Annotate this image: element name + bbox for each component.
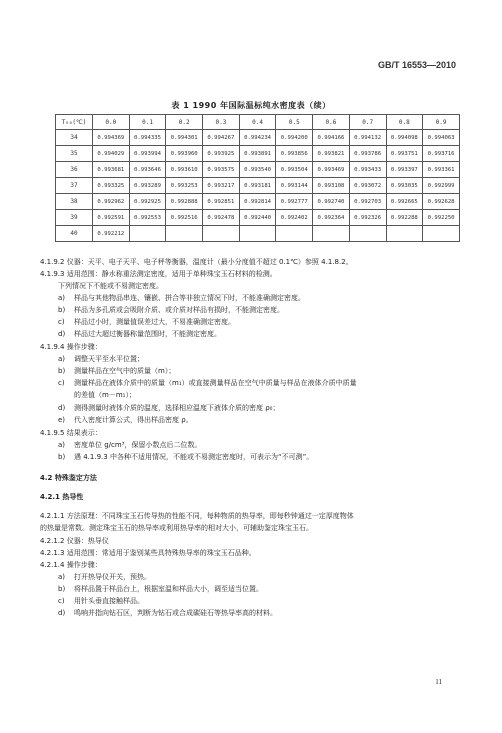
table-cell-density: 0.993994 [129, 146, 166, 162]
list-text: 调整天平至水平位置； [74, 355, 144, 363]
para-4-2-1-4: 4.2.1.4 操作步骤： [40, 561, 102, 569]
list-item [58, 404, 279, 413]
list-text: 鸣响并指向钻石区，判断为钻石或合成碳硅石等热导率高的材料。 [74, 609, 277, 617]
table-cell-density: 0.993361 [423, 162, 460, 178]
table-cell-density: 0.992851 [203, 194, 240, 210]
table-cell-density [166, 226, 203, 242]
table-cell-density: 0.993681 [93, 162, 130, 178]
table-header-col: 0.3 [203, 115, 240, 130]
table-header-col: 0.8 [386, 115, 423, 130]
table-cell-density: 0.993540 [239, 162, 276, 178]
table-header-col: 0.1 [129, 115, 166, 130]
list-label: d) [58, 609, 66, 617]
table-cell-density: 0.993504 [276, 162, 313, 178]
table-cell-density: 0.993925 [203, 146, 240, 162]
table-cell-density: 0.992212 [93, 226, 130, 242]
para-4-2-1-2: 4.2.1.2 仪器：热导仪 [40, 537, 109, 545]
list-item [58, 453, 313, 462]
table-cell-density: 0.993610 [166, 162, 203, 178]
table-cell-density: 0.994267 [203, 130, 240, 146]
list-label: b) [58, 306, 66, 314]
table-cell-density: 0.994301 [166, 130, 203, 146]
table-cell-density: 0.992814 [239, 194, 276, 210]
table-body [56, 130, 460, 242]
table-row [56, 178, 460, 194]
table-row [56, 162, 460, 178]
table-cell-density: 0.992665 [386, 194, 423, 210]
para-not-applicable: 下列情况下不能或不易测定密度。 [58, 282, 163, 290]
table-cell-density: 0.994029 [93, 146, 130, 162]
table-row [56, 130, 460, 146]
table-cell-density: 0.993181 [239, 178, 276, 194]
table-cell-density: 0.994166 [313, 130, 350, 146]
list-item [58, 379, 357, 388]
list-text: 样品与其他物品串连、镶嵌、拼合等非独立情况下时，不能准确测定密度。 [74, 294, 305, 302]
list-label: b) [58, 585, 66, 593]
table-header-col: 0.4 [239, 115, 276, 130]
list-label: e) [58, 416, 66, 424]
table-cell-density: 0.993575 [203, 162, 240, 178]
table-header-col: 0.7 [349, 115, 386, 130]
table-cell-density: 0.993716 [423, 146, 460, 162]
list-text: 将样品置于样品台上，根据室温和样品大小，调至适当位置。 [74, 585, 263, 593]
table-cell-temperature: 37 [56, 178, 93, 194]
table-cell-density: 0.992703 [349, 194, 386, 210]
table-cell-density: 0.993433 [349, 162, 386, 178]
table-header-row [56, 115, 460, 130]
table-cell-density: 0.994335 [129, 130, 166, 146]
table-cell-density: 0.992591 [93, 210, 130, 226]
table-header-col: 0.9 [423, 115, 460, 130]
list-item [58, 416, 193, 425]
list-label: c) [58, 597, 65, 605]
list-text: 密度单位 g/cm³，保留小数点后二位数。 [74, 441, 202, 449]
table-cell-temperature: 34 [56, 130, 93, 146]
section-heading-4-2-1: 4.2.1 热导性 [40, 493, 84, 501]
table-cell-density: 0.993646 [129, 162, 166, 178]
table-cell-density: 0.993469 [313, 162, 350, 178]
table-cell-density: 0.992288 [386, 210, 423, 226]
para-4-2-1-1-line2: 的热量是常数。测定珠宝玉石的热导率或利用热导率的相对大小，可辅助鉴定珠宝玉石。 [40, 524, 313, 532]
table-cell-temperature: 35 [56, 146, 93, 162]
list-item [58, 367, 175, 376]
table-cell-density: 0.993253 [166, 178, 203, 194]
table-cell-density: 0.993397 [386, 162, 423, 178]
standard-code: GB/T 16553—2010 [377, 60, 456, 70]
table-cell-density: 0.992962 [93, 194, 130, 210]
table-cell-density: 0.993289 [129, 178, 166, 194]
table-cell-density [386, 226, 423, 242]
para-4-2-1-3: 4.2.1.3 适用范围：常适用于鉴别某些具特殊热导率的珠宝玉石品种。 [40, 549, 256, 557]
list-label: a) [58, 573, 66, 581]
table-row [56, 194, 460, 210]
table-cell-density: 0.993072 [349, 178, 386, 194]
para-4-1-9-5: 4.1.9.5 结果表示： [40, 429, 102, 437]
table-cell-density: 0.993108 [313, 178, 350, 194]
table-cell-density: 0.993821 [313, 146, 350, 162]
table-cell-density: 0.992777 [276, 194, 313, 210]
table-row [56, 146, 460, 162]
para-4-2-1-1-line1: 4.2.1.1 方法原理：不同珠宝玉石传导热的性能不同，每种物质的热导率，即每秒钟通过一定厚度物体 [40, 512, 354, 520]
list-text: 用针头垂直接触样品。 [74, 597, 144, 605]
table-cell-density: 0.992888 [166, 194, 203, 210]
page-number: 11 [435, 678, 442, 686]
list-item [58, 597, 144, 606]
table-cell-density: 0.993144 [276, 178, 313, 194]
list-item [58, 294, 305, 303]
table-cell-density: 0.992553 [129, 210, 166, 226]
table-cell-density: 0.992628 [423, 194, 460, 210]
para-4-1-9-4: 4.1.9.4 操作步骤： [40, 343, 102, 351]
list-item [58, 585, 263, 594]
table-header-col: 0.2 [166, 115, 203, 130]
list-label: a) [58, 355, 66, 363]
list-item [58, 355, 144, 364]
table-cell-density [313, 226, 350, 242]
list-item [58, 441, 202, 450]
section-heading-4-2: 4.2 特殊鉴定方法 [40, 474, 97, 482]
table-cell-density: 0.992326 [349, 210, 386, 226]
table-cell-density: 0.993960 [166, 146, 203, 162]
table-cell-density: 0.992925 [129, 194, 166, 210]
list-text: 测得测量时液体介质的温度，选择相应温度下液体介质的密度 ρ₀； [74, 404, 280, 412]
list-continuation: 的差值（m－m₁）； [74, 391, 136, 399]
list-label: b) [58, 367, 66, 375]
table-cell-density: 0.993856 [276, 146, 313, 162]
table-cell-density [129, 226, 166, 242]
table-cell-density: 0.994063 [423, 130, 460, 146]
table-cell-density: 0.993217 [203, 178, 240, 194]
table-cell-density: 0.993035 [386, 178, 423, 194]
table-cell-density: 0.992740 [313, 194, 350, 210]
list-item [58, 306, 284, 315]
list-label: c) [58, 318, 65, 326]
list-text: 测量样品在空气中的质量（m）； [74, 367, 176, 375]
table-header-col: 0.0 [93, 115, 130, 130]
list-item [58, 609, 277, 618]
table-cell-density [349, 226, 386, 242]
list-item [58, 573, 151, 582]
table-header-col: 0.5 [276, 115, 313, 130]
table-row [56, 210, 460, 226]
list-label: a) [58, 294, 66, 302]
list-text: 测量样品在液体介质中的质量（m₁）或直接测量样品在空气中质量与样品在液体介质中质量 [74, 379, 357, 387]
list-label: a) [58, 441, 66, 449]
para-4-1-9-2: 4.1.9.2 仪器：天平、电子天平、电子秤等衡器，温度计（最小分度值不超过 0.1℃）参照 4.1.8.2。 [40, 258, 353, 266]
table-cell-temperature: 36 [56, 162, 93, 178]
table-cell-density: 0.992250 [423, 210, 460, 226]
table-cell-density: 0.994098 [386, 130, 423, 146]
list-label: c) [58, 379, 65, 387]
para-4-1-9-3: 4.1.9.3 适用范围：静水称重法测定密度，适用于单种珠宝玉石材料的检测。 [40, 270, 277, 278]
list-text: 样品过小时，测量值误差过大，不易准确测定密度。 [74, 318, 235, 326]
table-cell-density: 0.992364 [313, 210, 350, 226]
table-cell-density [203, 226, 240, 242]
table-cell-density: 0.992516 [166, 210, 203, 226]
table-cell-density: 0.994234 [239, 130, 276, 146]
list-text: 样品过大超过衡器称量范围时，不能测定密度。 [74, 330, 221, 338]
list-label: d) [58, 404, 66, 412]
table-header-col: 0.6 [313, 115, 350, 130]
table-cell-density [239, 226, 276, 242]
list-item [58, 330, 221, 339]
table-cell-density: 0.994200 [276, 130, 313, 146]
table-cell-density: 0.993891 [239, 146, 276, 162]
table-cell-density: 0.993786 [349, 146, 386, 162]
table-cell-temperature: 40 [56, 226, 93, 242]
list-label: b) [58, 453, 66, 461]
table-cell-temperature: 38 [56, 194, 93, 210]
table-cell-density: 0.994132 [349, 130, 386, 146]
table-cell-density: 0.992440 [239, 210, 276, 226]
list-text: 遇 4.1.9.3 中各种不适用情况，不能或不易测定密度时，可表示为“不可测”。 [74, 453, 314, 461]
table-cell-density: 0.993325 [93, 178, 130, 194]
table-cell-density: 0.992478 [203, 210, 240, 226]
table-cell-density: 0.993751 [386, 146, 423, 162]
table-cell-density: 0.992402 [276, 210, 313, 226]
water-density-table [55, 114, 460, 242]
table-cell-density: 0.992999 [423, 178, 460, 194]
table-header-temp: T₉₀(℃) [56, 115, 93, 130]
list-item [58, 318, 235, 327]
table-title: 表 1 1990 年国际温标纯水密度表（续） [171, 101, 331, 110]
table-row [56, 226, 460, 242]
table-cell-density: 0.994369 [93, 130, 130, 146]
table-cell-density [276, 226, 313, 242]
list-text: 样品为多孔质或会吸附介质、或介质对样品有损时，不能测定密度。 [74, 306, 284, 314]
list-text: 打开热导仪开关，预热。 [74, 573, 151, 581]
table-cell-temperature: 39 [56, 210, 93, 226]
list-text: 代入密度计算公式，得出样品密度 ρ。 [74, 416, 193, 424]
list-label: d) [58, 330, 66, 338]
table-cell-density [423, 226, 460, 242]
